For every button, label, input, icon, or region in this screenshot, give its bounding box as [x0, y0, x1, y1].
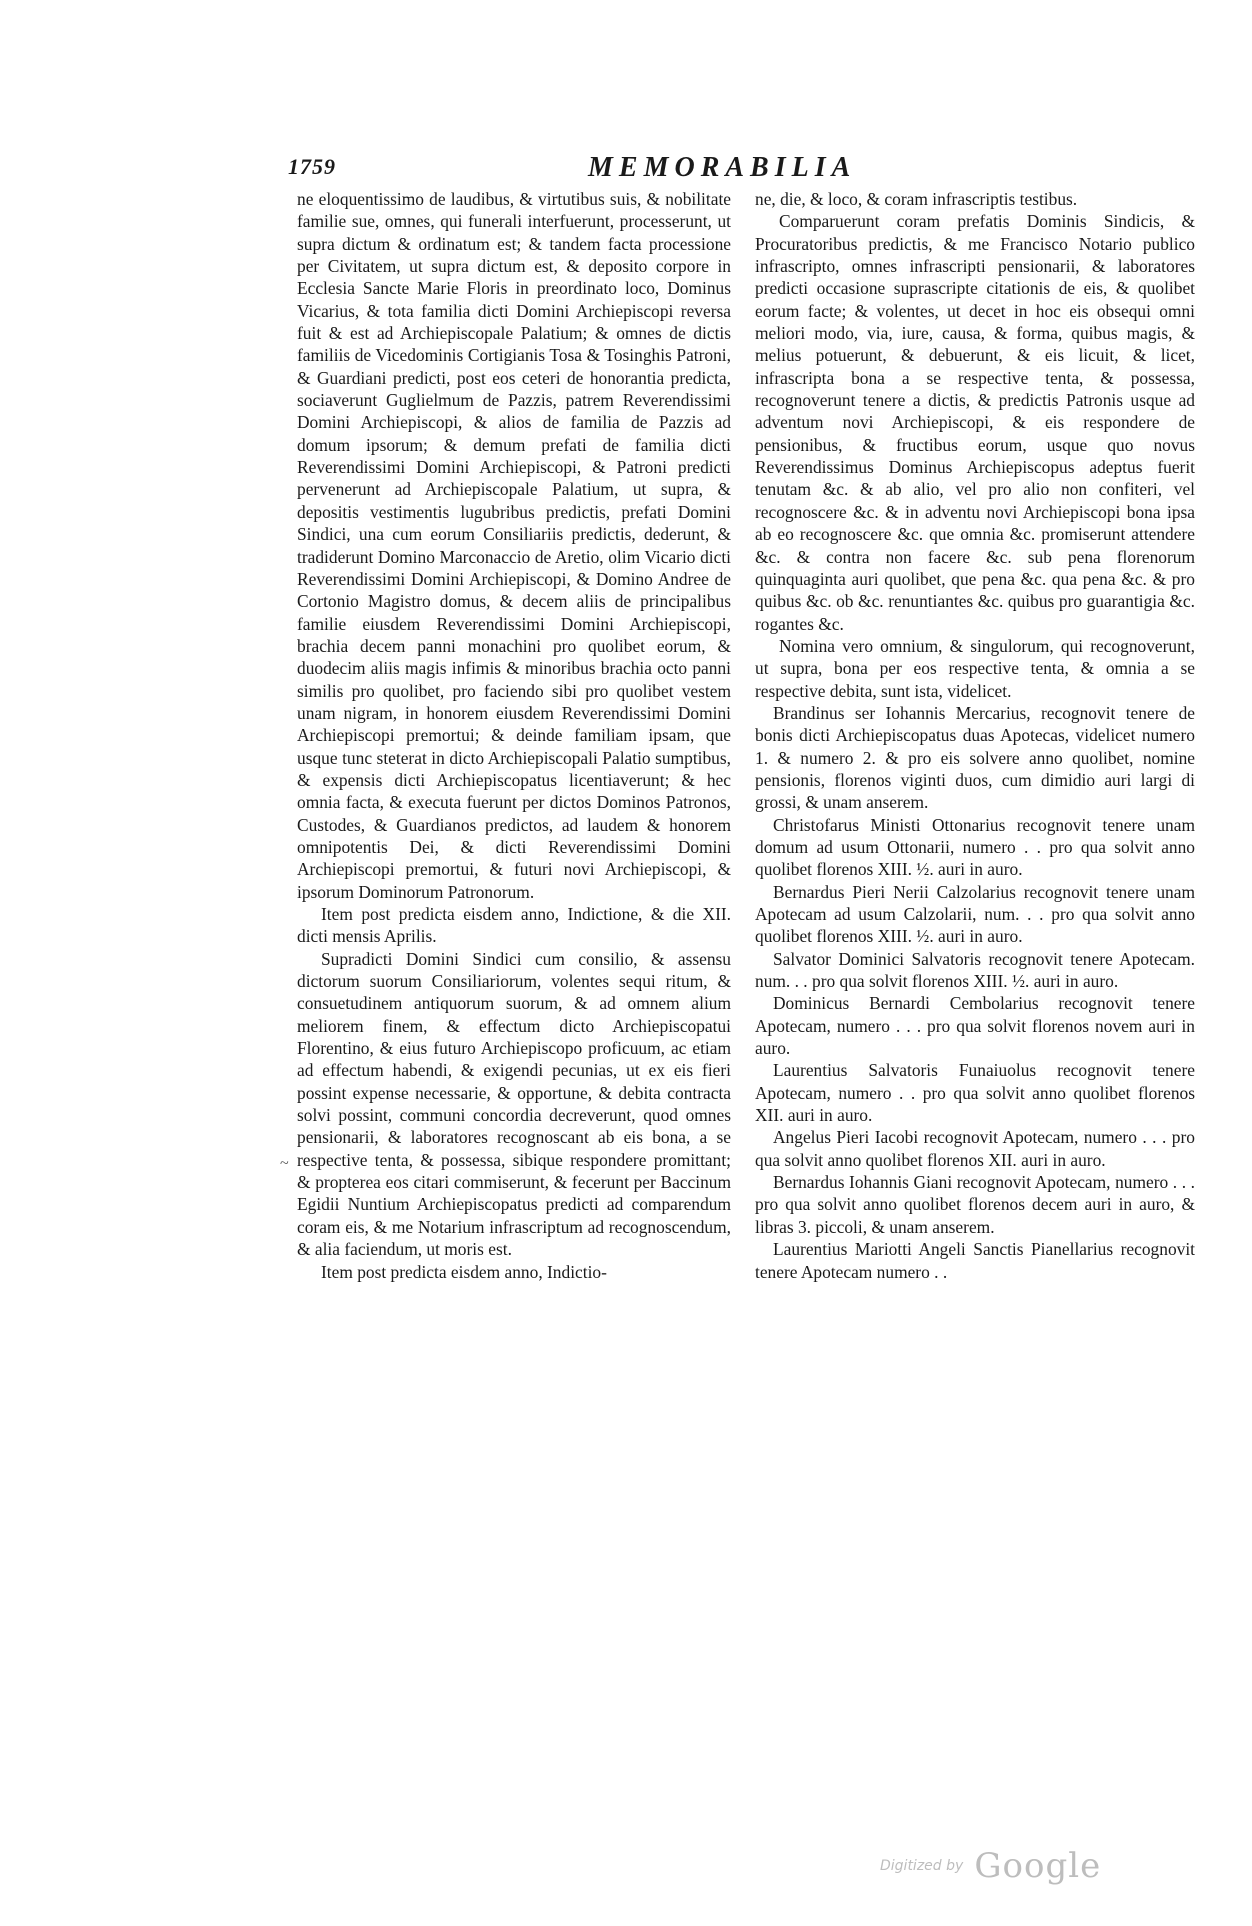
paragraph: ne eloquentissimo de laudibus, & virtutibus suis, & nobilitate familie sue, omnes, qui funerali interfuerunt, processerunt, ut supra dictum & ordinatum est; & tandem facta processione per Civitatem, ut supra dictum est, & deposito corpore in Ecclesia Sancte Marie Floris in preordinato loco, Dominus Vicarius, & tota familia dicti Domini Archiepiscopi reversa fuit & est ad Archiepiscopale Palatium; & omnes de dictis familiis de Vicedominis Cortigianis Tosa & Tosinghis Patroni, & Guardiani predicti, post eos ceteri de honorantia predicta, sociaverunt Guglielmum de Pazzis, patrem Reverendissimi Domini Archiepiscopi, & alios de familia de Pazzis ad domum ipsorum; & demum prefati de familia dicti Reverendissimi Domini Archiepiscopi, & Patroni predicti pervenerunt ad Archiepiscopale Palatium, ut supra, & depositis vestimentis lugubribus predictis, prefati Domini Sindici, una cum eorum Consiliariis predictis, dederunt, & tradiderunt Domino Marconaccio de Aretio, olim Vicario dicti Reverendissimi Domini Archiepiscopi, & Domino Andree de Cortonio Magistro domus, & decem aliis de principalibus familie eiusdem Reverendissimi Domini Archiepiscopi, brachia decem panni monachini pro quolibet eorum, & duodecim aliis magis infimis & minoribus brachia octo panni similis pro quolibet, pro faciendo sibi pro quolibet vestem unam nigram, in honorem eiusdem Reverendissimi Domini Archiepiscopi premortui; & deinde familiam ipsam, que usque tunc steterat in dicto Archiepiscopali Palatio sumptibus, & expensis dicti Archiepiscopatus licentiaverunt; & hec omnia facta, & executa fuerunt per dictos Dominos Patronos, Custodes, & Guardianos predictos, ad laudem & honorem omnipotentis Dei, & dicti Reverendissimi Domini Archiepiscopi premortui, & futuri novi Archiepiscopi, & ipsorum Dominorum Patronorum.	[297, 189, 731, 902]
google-logo: Google	[974, 1846, 1102, 1886]
left-column	[297, 188, 731, 1283]
page-number: 1759	[288, 154, 336, 179]
record-entry: Salvator Dominici Salvatoris recognovit tenere Apotecam. num. . . pro qua solvit florenos XIII. ½. auri in auro.	[755, 948, 1195, 992]
record-entry: Brandinus ser Iohannis Mercarius, recognovit tenere de bonis dicti Archiepiscopatus duas Apotecas, videlicet numero 1. & numero 2. & pro eis solvere anno quolibet, nomine pensionis, florenos viginti duos, cum dimidio auri largi di grossi, & unam anserem.	[755, 702, 1195, 813]
paragraph: Item post predicta eisdem anno, Indictione, & die XII. dicti mensis Aprilis.	[297, 904, 731, 947]
digitized-label: Digitized by	[880, 1858, 964, 1874]
record-entry: Laurentius Salvatoris Funaiuolus recognovit tenere Apotecam, numero . . pro qua solvit anno quolibet florenos XII. auri in auro.	[755, 1060, 1195, 1126]
record-entry: Christofarus Ministi Ottonarius recognovit tenere unam domum ad usum Ottonarii, numero . . pro qua solvit anno quolibet florenos XIII. ½. auri in auro.	[755, 814, 1195, 880]
record-entry: Bernardus Pieri Nerii Calzolarius recognovit tenere unam Apotecam ad usum Calzolarii, num. . . pro qua solvit anno quolibet florenos XIII. ½. auri in auro.	[755, 881, 1195, 947]
paragraph: ne, die, & loco, & coram infrascriptis testibus.	[755, 189, 1078, 209]
margin-mark: ~	[280, 1155, 289, 1172]
paragraph: Supradicti Domini Sindici cum consilio, & assensu dictorum suorum Consiliariorum, volentes sequi ritum, & consuetudinem antiquorum suorum, & ad omnem alium meliorem finem, & effectum dicto Archiepiscopatui Florentino, & eius futuro Archiepiscopo proficuum, ac etiam ad effectum habendi, & exigendi pecunias, ut ex eis fieri possint expense necessarie, & opportune, & debita contracta solvi possint, communi concordia decreverunt, quod omnes pensionarii, & laboratores recognoscant ab eis bona, a se respective tenta, & possessa, sibique respondere promittant; & propterea eos citari commiserunt, & fecerunt per Baccinum Egidii Nuntium Archiepiscopatus predicti ad comparendum coram eis, & me Notarium infrascriptum ad recognoscendum, & alia faciendum, ut moris est.	[297, 948, 731, 1260]
record-entry: Dominicus Bernardi Cembolarius recognovit tenere Apotecam, numero . . . pro qua solvit florenos novem auri in auro.	[755, 993, 1195, 1059]
right-column	[755, 188, 1195, 1283]
page-header	[288, 150, 928, 186]
record-entry: Angelus Pieri Iacobi recognovit Apotecam, numero . . . pro qua solvit anno quolibet florenos XII. auri in auro.	[755, 1127, 1195, 1170]
running-head: MEMORABILIA	[588, 152, 857, 183]
paragraph: Item post predicta eisdem anno, Indictio-	[321, 1261, 607, 1282]
paragraph: Comparuerunt coram prefatis Dominis Sindicis, & Procuratoribus predictis, & me Francisco Notario publico infrascripto, omnes infrascripti pensionarii, & laboratores predicti occasione suprascripte citationis de eis, & quolibet eorum facte; & volentes, ut decet in hoc eis obsequi omni meliori modo, via, iure, causa, & forma, quibus magis, & melius potuerunt, & debuerunt, & eis licuit, & licet, infrascripta bona a se respective tenta, & possessa, recognoverunt tenere a dictis, & predictis Patronis usque ad adventum novi Archiepiscopi, & eis respondere de pensionibus, & fructibus eorum, usque quo novus Reverendissimus Dominus Archiepiscopus adeptus fuerit tenutam &c. & ab alio, vel pro alio non confiteri, vel recognoscere &c. & in adventu novi Archiepiscopi bona ipsa ab eo recognoscere &c. que omnia &c. promiserunt attendere &c. & contra non facere &c. sub pena florenorum quinquaginta auri quolibet, que pena &c. qua pena &c. & pro quibus &c. ob &c. renuntiantes &c. quibus pro guarantigia &c. rogantes &c.	[755, 211, 1195, 634]
record-entry: Bernardus Iohannis Giani recognovit Apotecam, numero . . . pro qua solvit anno quolibet florenos decem auri in auro, & libras 3. piccoli, & unam anserem.	[755, 1172, 1195, 1237]
paragraph: Nomina vero omnium, & singulorum, qui recognoverunt, ut supra, bona per eos respective tenta, & omnia a se respective debita, sunt ista, videlicet.	[755, 635, 1195, 701]
record-entry: Laurentius Mariotti Angeli Sanctis Pianellarius recognovit tenere Apotecam numero . .	[755, 1239, 1195, 1282]
digitized-watermark	[880, 1846, 1101, 1886]
